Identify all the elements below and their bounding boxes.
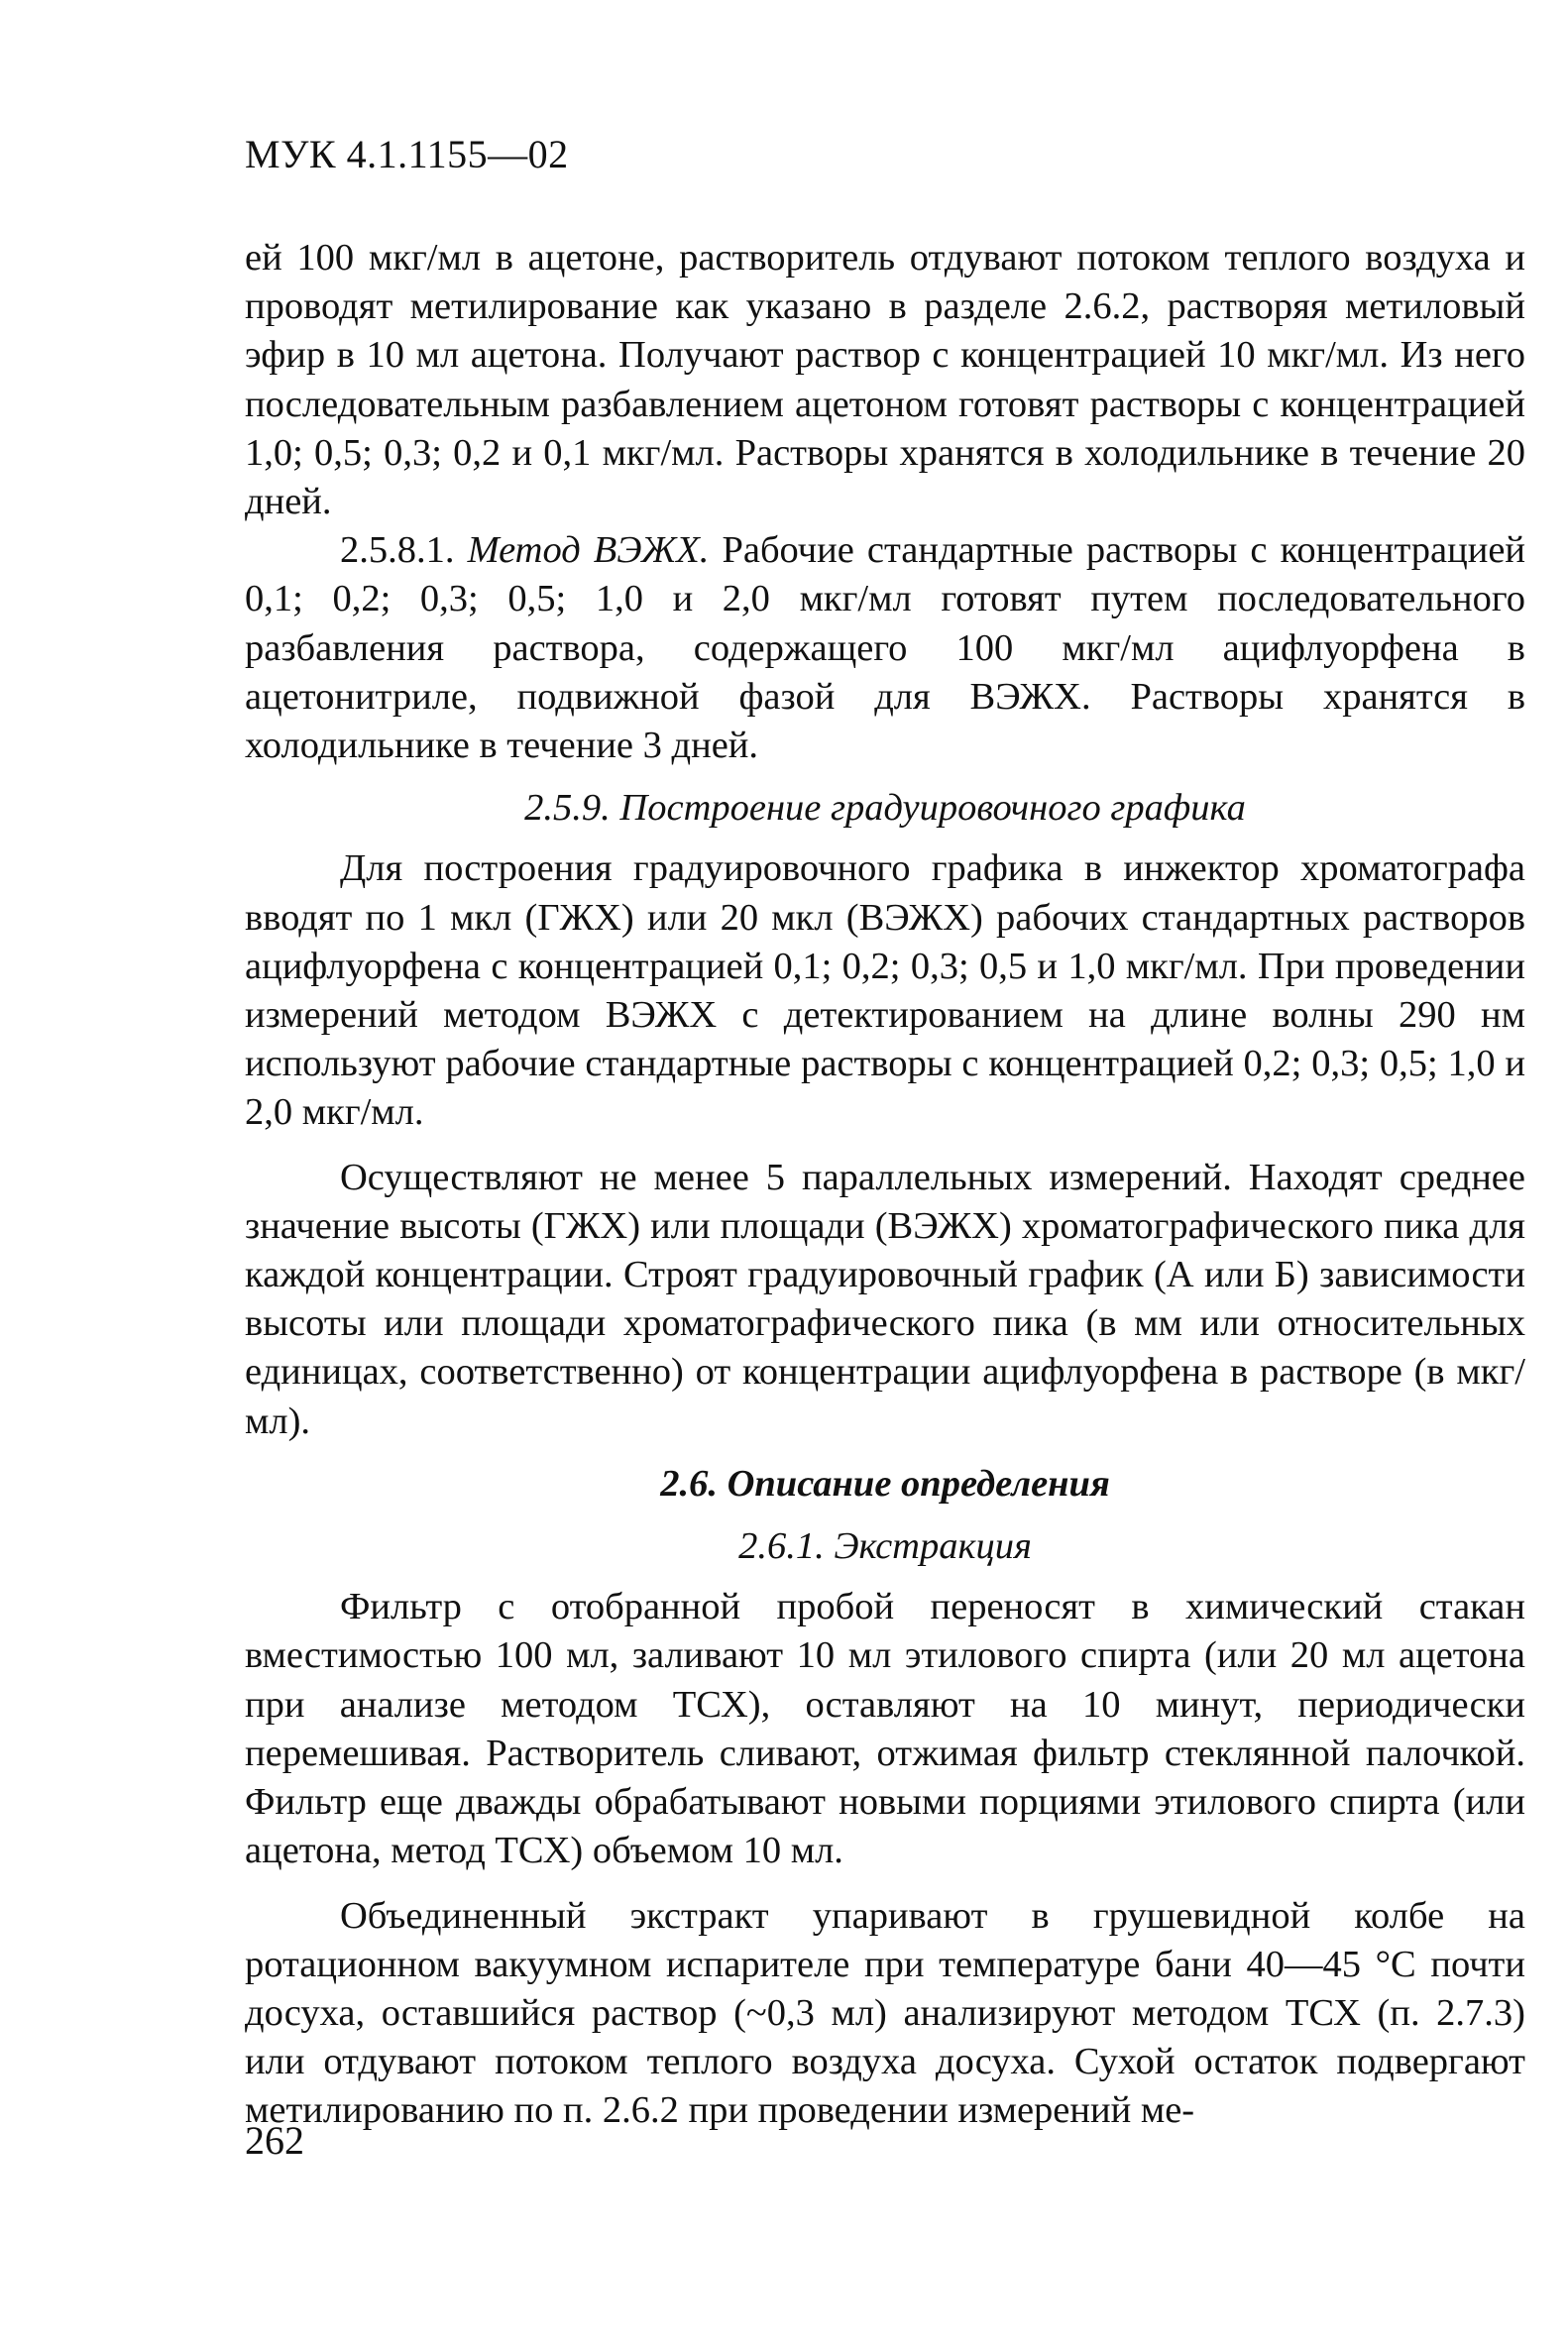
section-number-2-5-8-1: 2.5.8.1. [340, 529, 455, 572]
method-title-hplc: Метод ВЭЖХ. [467, 529, 710, 572]
section-heading-2-5-9: 2.5.9. Построение градуировочного графика [524, 787, 1246, 830]
section-heading-2-6-1: 2.6.1. Экстракция [738, 1525, 1032, 1568]
paragraph-continuation: ей 100 мкг/мл в ацетоне, растворитель отдувают потоком теплого воздуха и проводят метилирование как указано в разделе 2.6.2, растворяя метиловый эфир в 10 мл ацетона. Получают раствор с концентрацией 10 мкг/мл. Из него последовательным разбавлением ацетоном готовят растворы с концентрацией 1,0; 0,5; 0,3; 0,2 и 0,1 мкг/мл. Растворы хранятся в холодильнике в течение 20 дней. [245, 237, 1525, 523]
paragraph-extraction: Фильтр с отобранной пробой переносят в химический стакан вместимостью 100 мл, заливают 10 мл этилового спирта (или 20 мл ацетона при анализе методом ТСХ), оставляют на 10 минут, периодически перемешивая. Растворитель сливают, отжимая фильтр стеклянной палочкой. Фильтр еще дважды обрабатывают новыми порциями этилового спирта (или ацетона, метод ТСХ) объемом 10 мл. [245, 1586, 1525, 1872]
page-number: 262 [245, 2118, 304, 2163]
document-code-header: МУК 4.1.1155—02 [245, 132, 569, 176]
paragraph-measurements: Осуществляют не менее 5 параллельных измерений. Находят среднее значение высоты (ГЖХ) или площади (ВЭЖХ) хроматографического пика для каждой концентрации. Строят градуировочный график (А или Б) зависимости высоты или площади хроматографического пика (в мм или относительных единицах, соответственно) от концентрации ацифлуорфена в растворе (в мкг/мл). [245, 1156, 1525, 1442]
paragraph-2-5-8-1 [245, 526, 1525, 770]
paragraph-2-5-8-1-text: Рабочие стандартные растворы с концентрацией 0,1; 0,2; 0,3; 0,5; 1,0 и 2,0 мкг/мл готовят путем последовательного разбавления раствора, содержащего 100 мкг/мл ацифлуорфена в ацетонитриле, подвижной фазой для ВЭЖХ. Растворы хранятся в холодильнике в течение 3 дней. [245, 529, 1526, 767]
page-body [245, 234, 1525, 2136]
paragraph-evaporation: Объединенный экстракт упаривают в грушевидной колбе на ротационном вакуумном испарителе при температуре бани 40—45 °С почти досуха, оставшийся раствор (~0,3 мл) анализируют методом ТСХ (п. 2.7.3) или отдувают потоком теплого воздуха досуха. Сухой остаток подвергают метилированию по п. 2.6.2 при проведении измерений ме- [245, 1894, 1525, 2132]
paragraph-calibration: Для построения градуировочного графика в инжектор хроматографа вводят по 1 мкл (ГЖХ) или 20 мкл (ВЭЖХ) рабочих стандартных растворов ацифлуорфена с концентрацией 0,1; 0,2; 0,3; 0,5 и 1,0 мкг/мл. При проведении измерений методом ВЭЖХ с детектированием на длине волны 290 нм используют рабочие стандартные растворы с концентрацией 0,2; 0,3; 0,5; 1,0 и 2,0 мкг/мл. [245, 847, 1525, 1134]
section-heading-2-6: 2.6. Описание определения [660, 1462, 1110, 1505]
